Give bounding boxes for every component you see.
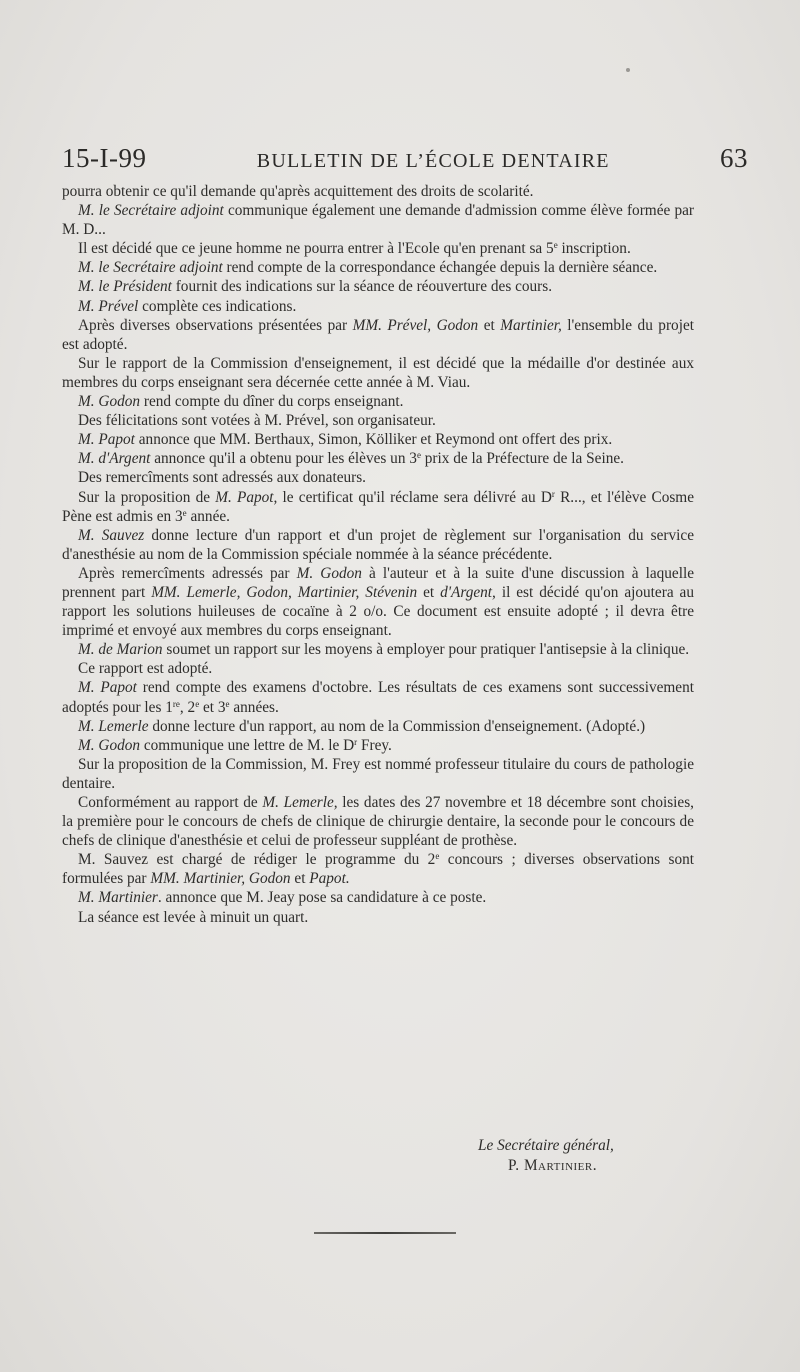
text-run: Conformément au rapport de [78, 794, 263, 811]
text-run: Il est décidé que ce jeune homme ne pourra entrer à l'Ecole qu'en prenant sa 5 [78, 240, 554, 258]
paragraph [62, 526, 694, 564]
text-run: Des remercîments sont adressés aux donateurs. [78, 469, 367, 487]
paragraph [62, 239, 694, 258]
text-run: Après remercîments adressés par [78, 564, 297, 582]
paper-speck [626, 68, 630, 72]
text-run: et 3 [199, 698, 226, 716]
text-run: rend compte de la correspondance échangée depuis la dernière séance. [222, 259, 658, 277]
text-run: annonce qu'il a obtenu pour les élèves un 3 [150, 450, 417, 468]
text-run: , 2 [179, 698, 196, 716]
header-title: BULLETIN DE L’ÉCOLE DENTAIRE [256, 150, 610, 172]
text-run: Ce rapport est adopté. [78, 660, 213, 678]
text-run: annonce que MM. Berthaux, Simon, Kölliker et Reymond ont offert des prix. [134, 431, 613, 449]
text-run: prix de la Préfecture de la Seine. [420, 450, 624, 468]
text-run: l'ensemble du projet est adopté. [62, 316, 694, 353]
italic-run: M. Martinier [78, 889, 158, 907]
paragraph [62, 430, 694, 449]
italic-run: M. Prével [78, 297, 139, 315]
paragraph [62, 717, 694, 736]
text-run: M. Sauvez est chargé de rédiger le programme du 2 [78, 851, 436, 869]
italic-run: M. Sauvez [78, 526, 145, 544]
text-run: il est décidé qu'on ajoutera au rapport les solutions huileuses de cocaïne à 2 o/o. Ce document est ensuite adopté ; il devra être imprimé et envoyé aux membres du corps enseignant. [62, 583, 694, 640]
superscript: e [416, 450, 421, 461]
text-run: fournit des indications sur la séance de réouverture des cours. [171, 278, 553, 296]
text-run: Frey. [357, 736, 392, 754]
paragraph [62, 678, 694, 716]
text-run: . annonce que M. Jeay pose sa candidature à ce poste. [157, 889, 487, 907]
paragraph [62, 755, 694, 793]
italic-run: M. Godon [78, 736, 141, 754]
superscript: e [553, 240, 558, 251]
paragraph [62, 888, 694, 907]
paragraph [62, 850, 694, 888]
italic-run: M. Lemerle [78, 717, 149, 735]
text-run: donne lecture d'un rapport et d'un projet de règlement sur l'organisation du service d'anesthésie au nom de la Commission spéciale nommée à la séance précédente. [62, 526, 694, 563]
signature-block [478, 1136, 614, 1176]
text-run: communique une lettre de M. le D [140, 736, 355, 754]
text-run: communique également une demande d'admission comme élève formée par M. D... [62, 202, 694, 239]
paragraph [62, 182, 694, 201]
superscript: e [195, 698, 200, 709]
paragraph [62, 793, 694, 850]
text-run: rend compte du dîner du corps enseignant. [140, 393, 404, 411]
paragraph [62, 468, 694, 487]
paragraph [62, 659, 694, 678]
paragraph [62, 564, 694, 640]
italic-run: d'Argent, [440, 583, 496, 601]
text-run: Sur la proposition de la Commission, M. Frey est nommé professeur titulaire du cours de pathologie dentaire. [62, 755, 694, 792]
text-run: rend compte des examens d'octobre. Les résultats de ces examens sont successivement adoptés pour les 1 [62, 679, 694, 716]
italic-run: M. Papot [78, 431, 135, 449]
text-run: Après diverses observations présentées par [78, 316, 353, 334]
italic-run: M. d'Argent [78, 450, 151, 468]
text-run: pourra obtenir ce qu'il demande qu'après acquittement des droits de scolarité. [62, 183, 534, 200]
text-run: R..., et l'élève Cosme Pène est admis en 3 [62, 488, 694, 525]
italic-run: M. Lemerle, [262, 794, 338, 811]
text-run: concours ; diverses observations sont formulées par [62, 851, 694, 888]
paragraph [62, 258, 694, 277]
end-rule [314, 1232, 456, 1234]
running-header [62, 143, 748, 179]
italic-run: MM. Lemerle, Godon, Martinier, Stévenin [151, 583, 418, 601]
text-run: années. [229, 698, 279, 716]
minutes-body [62, 182, 694, 927]
signature-title: Le Secrétaire général, [478, 1137, 614, 1154]
text-run: année. [186, 507, 230, 525]
paragraph [62, 354, 694, 392]
signature-name: P. Martinier. [508, 1157, 598, 1174]
paragraph [62, 201, 694, 239]
italic-run: M. le Secrétaire adjoint [78, 202, 224, 220]
text-run: La séance est levée à minuit un quart. [78, 908, 309, 926]
paragraph [62, 736, 694, 755]
paragraph [62, 449, 694, 468]
paragraph [62, 488, 694, 526]
paragraph [62, 640, 694, 659]
text-run: Des félicitations sont votées à M. Prével, son organisateur. [78, 412, 436, 430]
italic-run: MM. Martinier, Godon [150, 870, 291, 888]
italic-run: M. Godon [296, 564, 362, 582]
superscript: e [225, 698, 230, 709]
italic-run: MM. Prével, Godon [352, 316, 479, 334]
text-run: soumet un rapport sur les moyens à employer pour pratiquer l'antisepsie à la clinique. [162, 641, 690, 659]
superscript: e [435, 851, 440, 862]
italic-run: M. Papot [78, 679, 137, 697]
italic-run: Martinier, [500, 316, 562, 334]
superscript: re [172, 698, 180, 709]
text-run: le certificat qu'il réclame sera délivré au D [277, 488, 552, 506]
text-run: et [478, 316, 501, 334]
paragraph [62, 392, 694, 411]
italic-run: M. Godon [78, 393, 141, 411]
text-run: inscription. [557, 240, 631, 258]
text-run: Sur la proposition de [78, 488, 216, 506]
italic-run: Papot. [309, 870, 350, 888]
paragraph [62, 908, 694, 927]
text-run: les dates des 27 novembre et 18 décembre sont choisies, la première pour le concours de chefs de clinique de chirurgie dentaire, la seconde pour le concours de chefs de clinique d'anesthésie et celui de professeur suppléant de prothèse. [62, 794, 694, 850]
italic-run: M. le Président [78, 278, 172, 296]
italic-run: M. Papot, [215, 488, 278, 506]
superscript: r [354, 736, 358, 747]
italic-run: M. de Marion [78, 641, 163, 659]
text-run: et [290, 870, 310, 888]
text-run: Sur le rapport de la Commission d'enseignement, il est décidé que la médaille d'or destinée aux membres du corps enseignant sera décernée cette année à M. Viau. [62, 354, 694, 391]
paragraph [62, 316, 694, 354]
text-run: complète ces indications. [138, 297, 297, 315]
header-date: 15-I-99 [62, 143, 147, 173]
paragraph [62, 277, 694, 296]
text-run: à l'auteur et à la suite d'une discussion à laquelle prennent part [62, 564, 694, 601]
page-number: 63 [719, 143, 748, 173]
paragraph [62, 411, 694, 430]
italic-run: M. le Secrétaire adjoint [78, 259, 223, 277]
superscript: e [182, 507, 187, 518]
text-run: donne lecture d'un rapport, au nom de la Commission d'enseignement. (Adopté.) [148, 717, 646, 735]
superscript: r [551, 488, 555, 499]
text-run: et [417, 583, 441, 601]
paragraph [62, 297, 694, 316]
